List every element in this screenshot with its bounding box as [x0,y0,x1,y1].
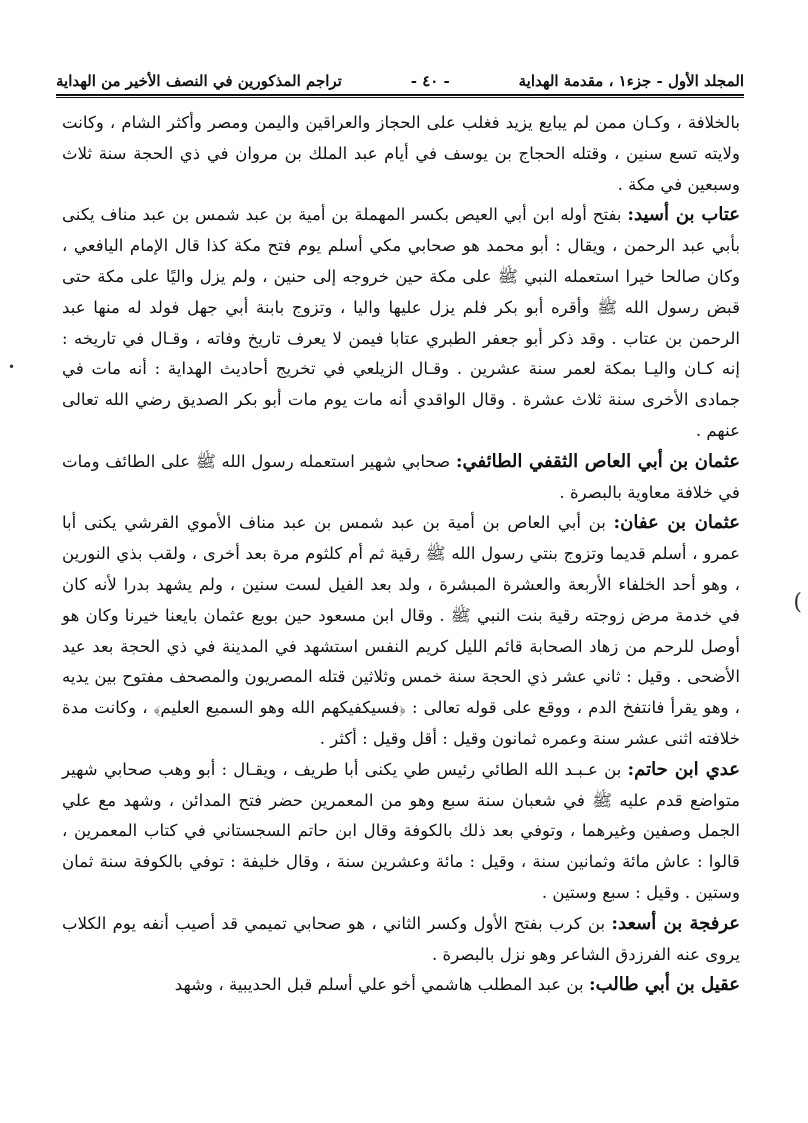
entry-name: عتاب بن أسيد: [627,204,740,226]
entry-name: عثمان بن عفان: [613,512,740,534]
entry-text: بفتح أوله ابن أبي العيص بكسر المهملة بن أمية بن عبد شمس بن عبد مناف يكنى بأبي عبد الرحمن ، ويقال : أبو محمد هو صحابي مكي أسلم يوم فتح مكة كذا قال الإمام اليافعي ، وكان صالحا خيرا استعمله النبي ﷺ على مكة حين خروجه إلى حنين ، ولم يزل واليًا على مكة حتى قبض رسول الله ﷺ وأقره أبو بكر فلم يزل عليها واليا ، وتزوج بابنة أبي جهل فولد له منها عبد الرحمن بن عتاب . وقد ذكر أبو جعفر الطبري عتابا فيمن لا يعرف تاريخ وفاته ، وقـال في تاريخه : إنه كـان واليـا بمكة لعمر سنة عشرين . وقـال الزيلعي في تخريج أحاديث الهداية : أنه مات في جمادى الأخرى سنة ثلاث عشرة . وقال الواقدي أنه مات يوم مات أبو بكر الصديق رضي الله تعالى عنهم . [62,205,740,440]
entry-text: بن كرب بفتح الأول وكسر الثاني ، هو صحابي تميمي قد أصيب أنفه يوم الكلاب يروى عنه الفرزدق الشاعر وهو نزل بالبصرة . [62,913,740,964]
biography-entry [62,909,740,971]
biography-entry [62,200,740,446]
entry-name: عرفجة بن أسعد: [611,912,740,934]
biography-entry [62,970,740,1001]
header-rule-thin [56,97,744,98]
biography-entry [62,447,740,509]
intro-paragraph: بالخلافة ، وكـان ممن لم يبايع يزيد فغلب على الحجاز والعراقين واليمن ومصر وأكثر الشام ، وكانت ولايته تسع سنين ، وقتله الحجاج بن يوسف في أيام عبد الملك بن مروان في ذي الحجة سنة ثلاث وسبعين في مكة . [62,113,740,194]
header-chapter-title: تراجم المذكورين في النصف الأخير من الهداية [56,72,342,90]
header-page-number: - ٤٠ - [410,72,450,90]
biography-entry [62,508,740,754]
entry-text: بن عـبـد الله الطائي رئيس طي يكنى أبا طريف ، ويقـال : أبو وهب صحابي شهير متواضع قدم عليه ﷺ في شعبان سنة سبع وهو من المعمرين حضر فتح المدائن ، وشهد مع علي الجمل وصفين وغيرهما ، وتوفي بعد ذلك بالكوفة وقال ابن حاتم السجستاني في كتاب المعمرين ، قالوا : عاش مائة وثمانين سنة ، وقيل : مائة وعشرين سنة ، وقال خليفة : توفي بالكوفة سنة ثمان وستين . وقيل : سبع وستين . [62,759,740,902]
header-rule [56,94,744,96]
scan-bracket-mark: ( [793,590,802,615]
running-header [56,58,744,94]
entry-name: عثمان بن أبي العاص الثقفي الطائفي: [455,450,741,472]
entry-name: عدي ابن حاتم: [627,758,740,780]
biography-entry [62,755,740,909]
entry-text: صحابي شهير استعمله رسول الله ﷺ على الطائف ومات في خلافة معاوية بالبصرة . [62,451,740,502]
scan-mark: • [8,360,16,374]
entry-text: بن أبي العاص بن أمية بن عبد شمس بن عبد مناف الأموي القرشي يكنى أبا عمرو ، أسلم قديما وتزوج بنتي رسول الله ﷺ رقية ثم أم كلثوم مرة بعد أخرى ، ولقب بذي النورين ، وهو أحد الخلفاء الأربعة والعشرة المبشرة ، ولد بعد الفيل لست سنين ، ولم يشهد بدرا لأنه كان في خدمة مرض زوجته رقية بنت النبي ﷺ . وقال ابن مسعود حين بويع عثمان بايعنا خيرنا وكان هو أوصل للرحم من زهاد الصحابة قائم الليل كريم النفس استشهد في المدينة في ذي الحجة بعد عيد الأضحى . وقيل : ثاني عشر ذي الحجة سنة خمس وثلاثين قتله المصريون والمصحف مفتوح بين يديه ، وهو يقرأ فانتفخ الدم ، ووقع على قوله تعالى : ﴿فسيكفيكهم الله وهو السميع العليم﴾ ، وكانت مدة خلافته اثنى عشر سنة وعمره ثمانون وقيل : أقل وقيل : أكثر . [62,513,740,748]
page-body [62,108,740,1001]
entry-name: عقيل بن أبي طالب: [588,974,740,996]
header-volume: المجلد الأول - جزء١ ، مقدمة الهداية [518,72,744,90]
entry-text: بن عبد المطلب هاشمي أخو علي أسلم قبل الحديبية ، وشهد [174,975,584,995]
